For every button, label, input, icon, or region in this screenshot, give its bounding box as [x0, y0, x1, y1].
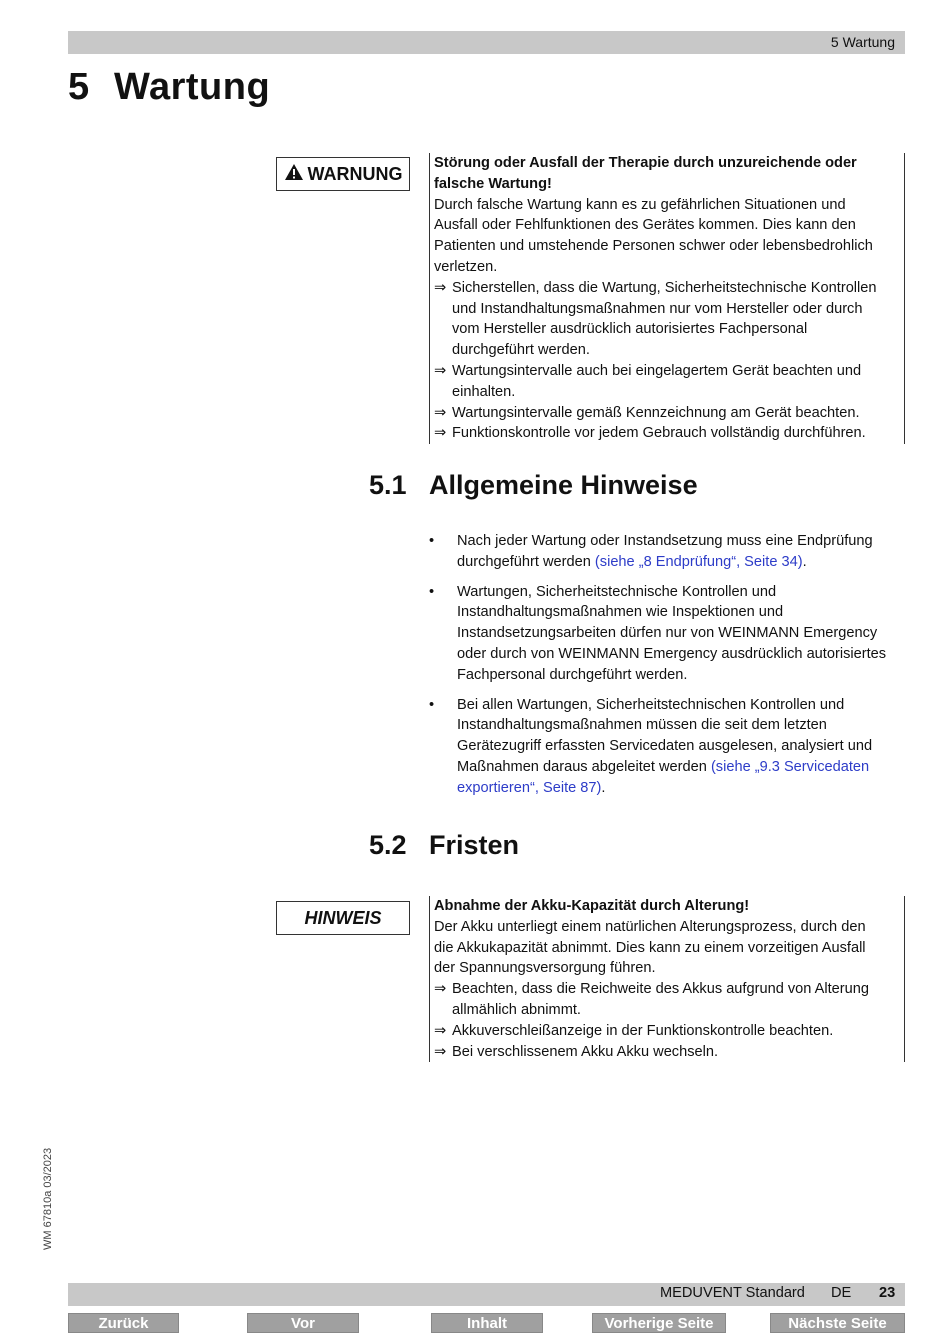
section-title-text: Fristen — [429, 830, 520, 860]
footer-page-number: 23 — [879, 1285, 896, 1301]
section-number: 5.2 — [369, 830, 407, 860]
cross-reference-link[interactable]: exportieren“, Seite 87) — [457, 779, 602, 796]
section-title-text: Allgemeine Hinweise — [429, 470, 698, 500]
section-number: 5.1 — [369, 470, 407, 500]
step-line: Wartungsintervalle auch bei eingelagertem Gerät beachten und — [452, 362, 862, 379]
cross-reference-link[interactable]: (siehe „9.3 Servicedaten — [710, 758, 870, 775]
notice-body-line: der Spannungsversorgung führen. — [434, 960, 656, 977]
previous-page-button[interactable]: Vorherige Seite — [592, 1313, 726, 1333]
arrow-icon: ⇒ — [434, 404, 447, 421]
cross-reference-link[interactable]: (siehe „8 Endprüfung“, Seite 34) — [594, 553, 803, 570]
notice-body-line: Der Akku unterliegt einem natürlichen Alterungsprozess, durch den — [434, 918, 866, 935]
arrow-icon: ⇒ — [434, 279, 447, 296]
warning-body-line: Ausfall oder Fehlfunktionen des Gerätes kommen. Dies kann den — [434, 217, 856, 234]
bullet-line: Maßnahmen daraus abgeleitet werden — [457, 758, 711, 775]
warning-block — [429, 153, 905, 444]
bullet-line: durchgeführt werden — [457, 553, 595, 570]
header-section-label: 5 Wartung — [830, 34, 895, 50]
bullet-list — [429, 531, 905, 808]
bullet-dot: • — [429, 583, 435, 600]
warning-triangle-icon — [284, 163, 304, 186]
notice-step — [434, 1021, 898, 1042]
bullet-dot: • — [429, 533, 435, 549]
footer-product: MEDUVENT Standard — [660, 1285, 805, 1301]
step-line: durchgeführt werden. — [452, 342, 590, 359]
arrow-icon: ⇒ — [434, 362, 447, 379]
arrow-icon: ⇒ — [434, 981, 447, 998]
notice-block — [429, 896, 905, 1062]
bullet-tail: . — [802, 553, 807, 570]
step-line: einhalten. — [452, 383, 516, 400]
bullet-line: Instandhaltungsmaßnahmen müssen die seit dem letzten — [457, 717, 827, 734]
bullet-line: Fachpersonal durchgeführt werden. — [457, 666, 688, 683]
list-item — [429, 582, 905, 686]
step-line: Akkuverschleißanzeige in der Funktionskontrolle beachten. — [452, 1022, 834, 1039]
bullet-line: Bei allen Wartungen, Sicherheitstechnischen Kontrollen und — [457, 696, 845, 713]
document-code: WM 67810a 03/2023 — [42, 1147, 54, 1250]
arrow-icon: ⇒ — [434, 425, 447, 442]
warning-step — [434, 278, 898, 361]
warning-body-line: verletzen. — [434, 258, 498, 275]
list-item — [429, 695, 905, 799]
notice-heading: Abnahme der Akku-Kapazität durch Alterung! — [434, 898, 750, 914]
warning-label: WARNUNG — [307, 163, 403, 184]
bullet-line: Gerätezugriff erfassten Servicedaten ausgelesen, analysiert und — [457, 738, 873, 755]
arrow-icon: ⇒ — [434, 1022, 447, 1039]
contents-button[interactable]: Inhalt — [431, 1313, 543, 1333]
running-header — [68, 31, 905, 54]
step-line: allmählich abnimmt. — [452, 1001, 581, 1018]
step-line: Sicherstellen, dass die Wartung, Sicherheitstechnische Kontrollen — [452, 279, 877, 296]
step-line: Funktionskontrolle vor jedem Gebrauch vollständig durchführen. — [452, 425, 866, 442]
notice-step — [434, 979, 898, 1021]
arrow-icon: ⇒ — [434, 1043, 447, 1060]
section-title — [369, 830, 519, 861]
bullet-dot: • — [429, 696, 435, 713]
bullet-line: oder durch von WEINMANN Emergency ausdrücklich autorisiertes — [457, 645, 887, 662]
warning-body-line: Patienten und umstehende Personen schwer oder lebensbedrohlich — [434, 238, 873, 255]
step-line: Bei verschlissenem Akku Akku wechseln. — [452, 1043, 719, 1060]
forward-button[interactable]: Vor — [247, 1313, 359, 1333]
notice-step — [434, 1042, 898, 1063]
step-line: und Instandhaltungsmaßnahmen nur vom Hersteller oder durch — [452, 300, 863, 317]
section-title — [369, 470, 698, 501]
bullet-line: Instandsetzungsarbeiten dürfen nur von WEINMANN Emergency — [457, 625, 878, 642]
chapter-title-text: Wartung — [114, 66, 271, 108]
bullet-tail: . — [601, 779, 606, 796]
warning-step — [434, 403, 898, 424]
bullet-line: Nach jeder Wartung oder Instandsetzung muss eine Endprüfung — [457, 533, 873, 549]
next-page-button[interactable]: Nächste Seite — [770, 1313, 905, 1333]
notice-label-box — [276, 901, 410, 935]
warning-step — [434, 361, 898, 403]
step-line: Wartungsintervalle gemäß Kennzeichnung am Gerät beachten. — [452, 404, 860, 421]
warning-body-line: Durch falsche Wartung kann es zu gefährlichen Situationen und — [434, 196, 846, 213]
running-footer — [68, 1283, 905, 1306]
step-line: Beachten, dass die Reichweite des Akkus aufgrund von Alterung — [452, 981, 869, 998]
notice-body-line: die Akkukapazität abnimmt. Dies kann zu einem vorzeitigen Ausfall — [434, 939, 866, 956]
chapter-title — [68, 66, 270, 109]
back-button[interactable]: Zurück — [68, 1313, 179, 1333]
warning-label-box — [276, 157, 410, 191]
bullet-line: Instandhaltungsmaßnahmen wie Inspektionen und — [457, 604, 784, 621]
step-line: vom Hersteller ausdrücklich autorisiertes Fachpersonal — [452, 321, 808, 338]
warning-heading-line: falsche Wartung! — [434, 175, 552, 192]
list-item — [429, 531, 905, 573]
chapter-number: 5 — [68, 66, 90, 108]
warning-heading-line: Störung oder Ausfall der Therapie durch unzureichende oder — [434, 155, 857, 171]
warning-step — [434, 423, 898, 444]
bullet-line: Wartungen, Sicherheitstechnische Kontrollen und — [457, 583, 777, 600]
footer-language: DE — [831, 1285, 852, 1301]
notice-label: HINWEIS — [304, 907, 382, 928]
